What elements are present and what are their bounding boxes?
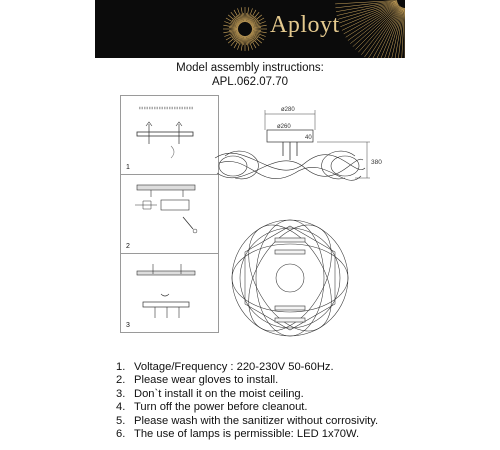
- note-item: 3. Don`t install it on the moist ceiling.: [116, 387, 304, 400]
- step-panel-3: [121, 254, 218, 332]
- note-item: 6. The use of lamps is permissible: LED 1x70W.: [116, 428, 360, 441]
- dim-small-label: 40: [305, 135, 312, 141]
- ceiling-bracket-diagram: [121, 96, 218, 174]
- step-number-3: 3: [126, 322, 130, 329]
- lamp-drawing-svg: [205, 98, 395, 343]
- note-item: 5. Please wash with the sanitizer without corrosivity.: [116, 414, 379, 427]
- model-number: APL.062.07.70: [211, 76, 289, 88]
- brand-name: Aployt: [270, 12, 340, 38]
- notes-list: [116, 361, 378, 441]
- step-number-1: 1: [126, 164, 130, 171]
- dim-outer-label: ø280: [281, 107, 295, 113]
- dim-height-label: 380: [371, 159, 382, 166]
- brand-banner: [95, 0, 405, 58]
- canopy-fixing-diagram: [121, 254, 218, 332]
- step-panel-1: [121, 96, 218, 175]
- lamp-technical-drawing: [205, 98, 395, 348]
- dim-inner-label: ø260: [277, 124, 291, 130]
- page-title: Model assembly instructions:: [176, 62, 324, 74]
- step-panel-2: [121, 175, 218, 254]
- note-item: 1. Voltage/Frequency : 220-230V 50-60Hz.: [116, 361, 334, 373]
- note-item: 4. Turn off the power before cleanout.: [116, 401, 308, 414]
- note-item: 2. Please wear gloves to install.: [116, 374, 279, 387]
- sunburst-logo-icon: [95, 0, 405, 58]
- step-number-2: 2: [126, 243, 130, 250]
- mounting-plate-diagram: [121, 175, 218, 253]
